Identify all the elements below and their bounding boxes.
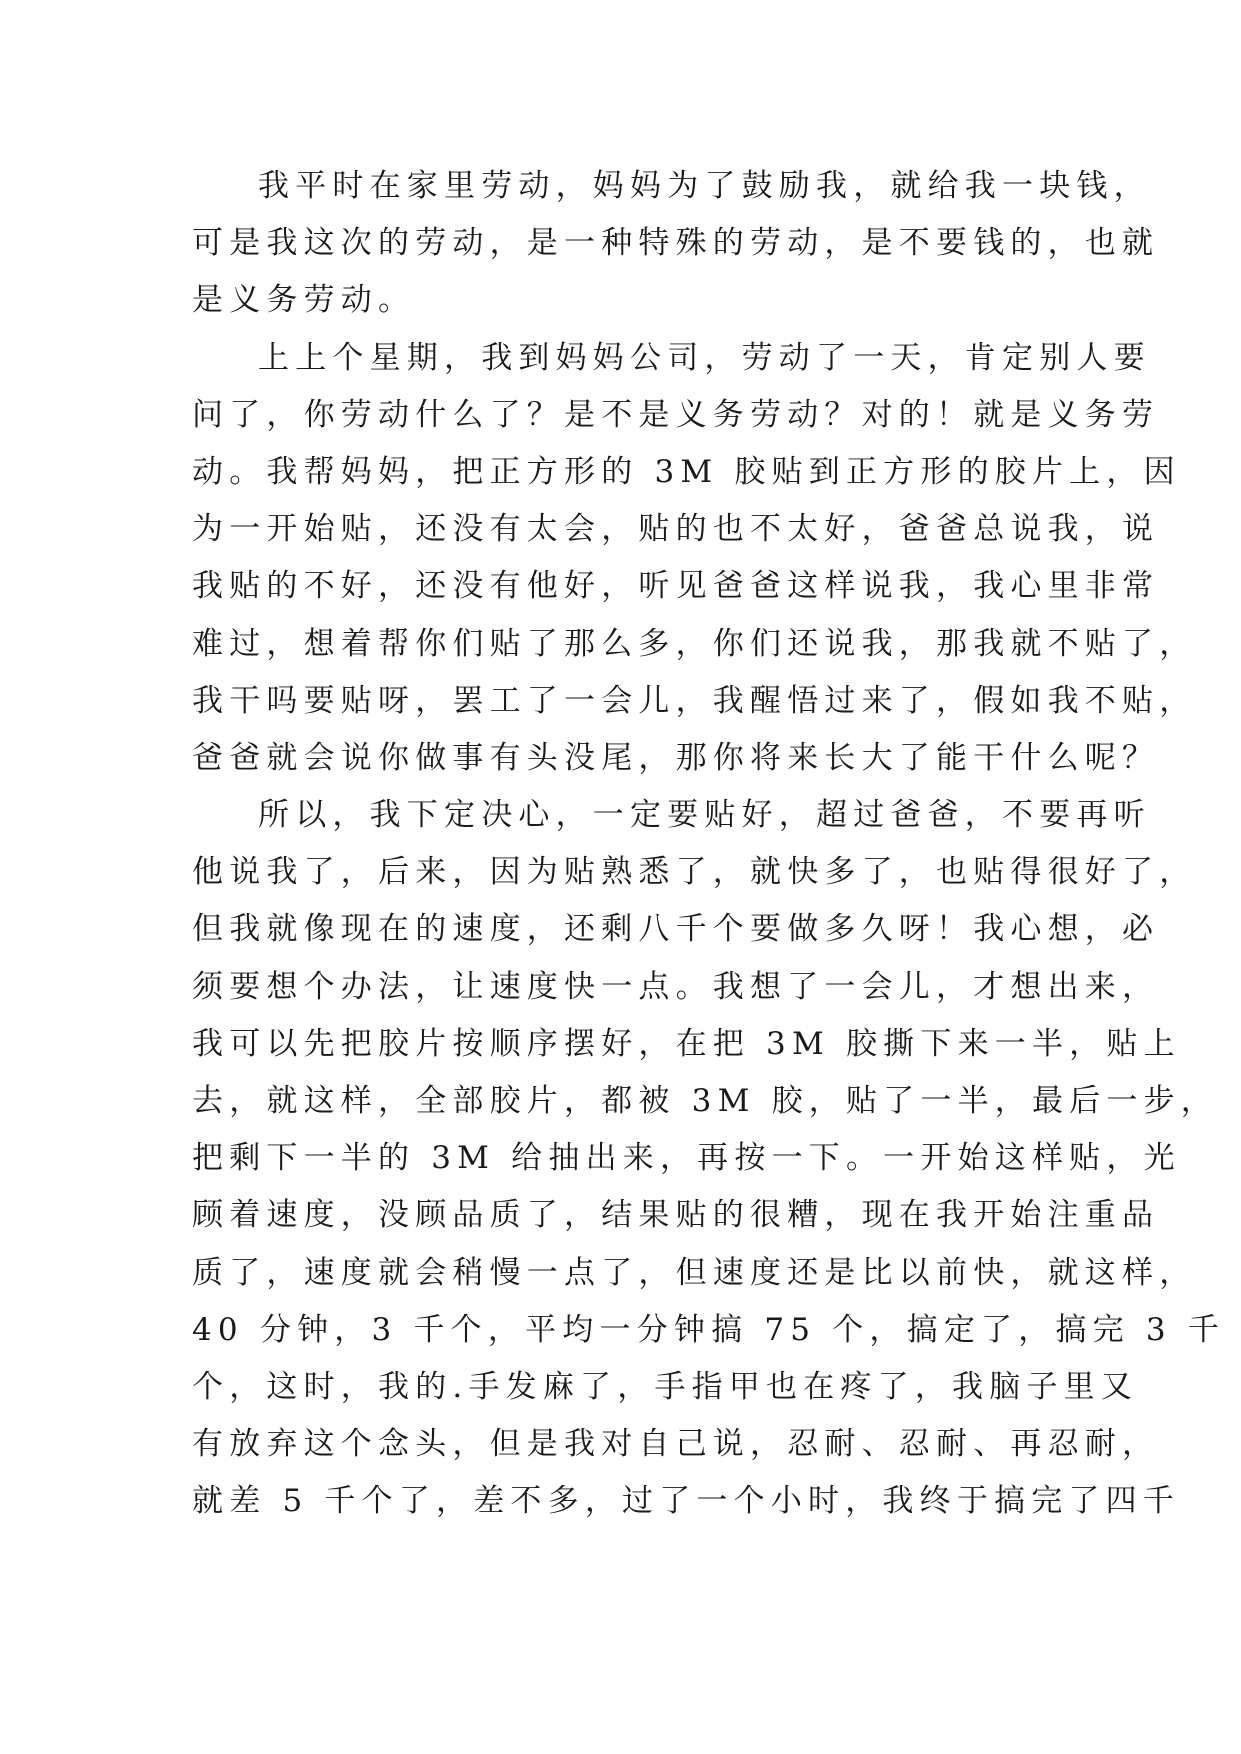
paragraph-1 <box>192 158 1160 330</box>
paragraph-3 <box>192 787 1226 1530</box>
text-line: 我干吗要贴呀，罢工了一会儿，我醒悟过来了，假如我不贴， <box>192 682 1197 719</box>
text-line: 可是我这次的劳动，是一种特殊的劳动，是不要钱的，也就 <box>192 225 1160 262</box>
text-line: 是义务劳动。 <box>192 282 416 319</box>
text-line: 把剩下一半的 3M 给抽出来，再按一下。一开始这样贴，光 <box>192 1140 1181 1177</box>
text-line: 他说我了，后来，因为贴熟悉了，就快多了，也贴得很好了， <box>192 854 1197 891</box>
text-line: 所以，我下定决心，一定要贴好，超过爸爸，不要再听 <box>258 797 1151 834</box>
text-line: 有放弃这个念头，但是我对自己说，忍耐、忍耐、再忍耐， <box>192 1426 1160 1463</box>
text-line: 动。我帮妈妈，把正方形的 3M 胶贴到正方形的胶片上，因 <box>192 453 1181 490</box>
text-line: 须要想个办法，让速度快一点。我想了一会儿，才想出来， <box>192 968 1160 1005</box>
text-line: 就差 5 千个了，差不多，过了一个小时，我终于搞完了四千 <box>192 1483 1181 1520</box>
text-line: 难过，想着帮你们贴了那么多，你们还说我，那我就不贴了， <box>192 625 1197 662</box>
text-line: 我贴的不好，还没有他好，听见爸爸这样说我，我心里非常 <box>192 568 1160 605</box>
document-body <box>192 158 1226 1531</box>
text-line: 质了，速度就会稍慢一点了，但速度还是比以前快，就这样， <box>192 1254 1197 1291</box>
text-line: 为一开始贴，还没有太会，贴的也不太好，爸爸总说我，说 <box>192 511 1160 548</box>
text-line: 去，就这样，全部胶片，都被 3M 胶，贴了一半，最后一步， <box>192 1083 1218 1119</box>
text-line: 顾着速度，没顾品质了，结果贴的很糟，现在我开始注重品 <box>192 1197 1160 1234</box>
text-line: 爸爸就会说你做事有头没尾，那你将来长大了能干什么呢？ <box>192 739 1160 776</box>
text-line: 问了，你劳动什么了？是不是义务劳动？对的！就是义务劳 <box>192 396 1160 433</box>
text-line: 上上个星期，我到妈妈公司，劳动了一天，肯定别人要 <box>258 339 1151 376</box>
text-line: 我平时在家里劳动，妈妈为了鼓励我，就给我一块钱， <box>258 168 1151 204</box>
text-line: 40 分钟，3 千个，平均一分钟搞 75 个，搞定了，搞完 3 千 <box>192 1311 1226 1348</box>
paragraph-2 <box>192 330 1197 788</box>
text-line: 个，这时，我的.手发麻了，手指甲也在疼了，我脑子里又 <box>192 1368 1139 1405</box>
text-line: 我可以先把胶片按顺序摆好，在把 3M 胶撕下来一半，贴上 <box>192 1025 1181 1062</box>
text-line: 但我就像现在的速度，还剩八千个要做多久呀！我心想，必 <box>192 911 1160 948</box>
